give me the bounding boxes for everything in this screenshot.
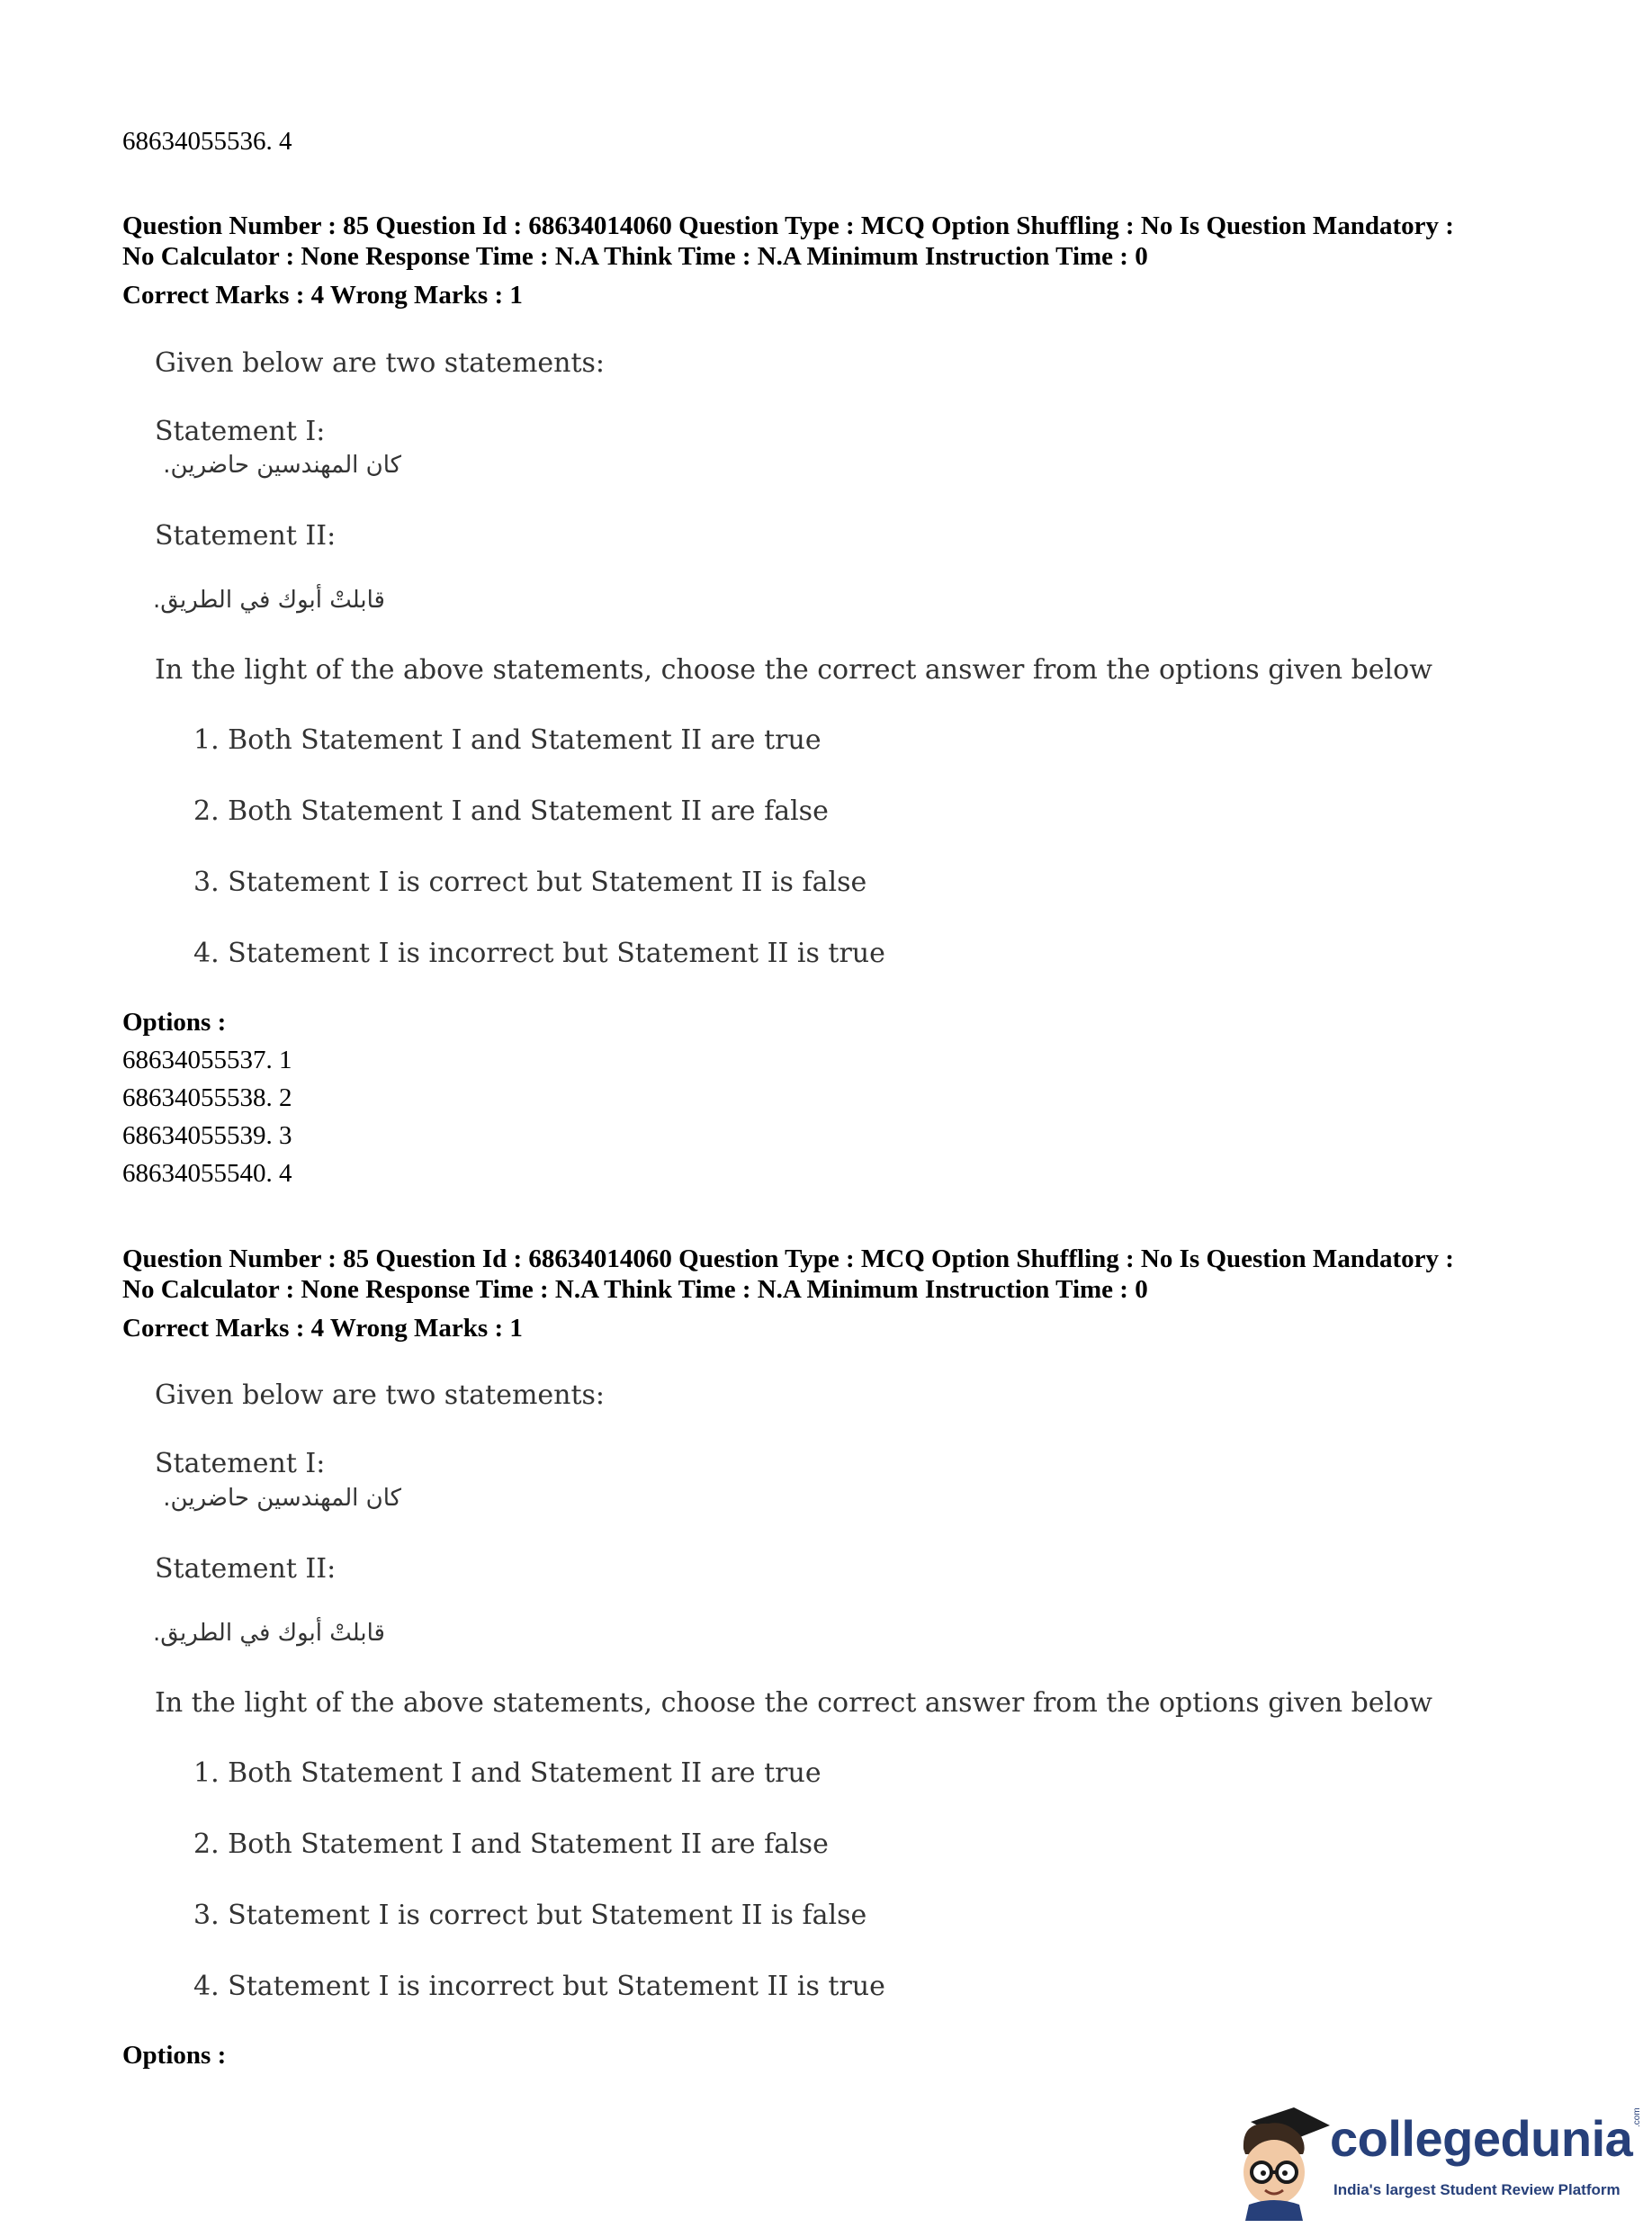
choice-1: 1. Both Statement I and Statement II are true [193, 724, 822, 756]
statement-1-arabic: كان المهندسين حاضرين. [163, 452, 401, 479]
choice-2: 2. Both Statement I and Statement II are false [193, 795, 829, 827]
question-meta-line-1: Question Number : 85 Question Id : 68634014060 Question Type : MCQ Option Shuffling : No Is Question Mandatory : [122, 211, 1454, 240]
option-id-2: 68634055538. 2 [122, 1083, 292, 1112]
question-prompt: In the light of the above statements, choose the correct answer from the options given below [155, 1687, 1432, 1719]
statement-1-label: Statement I: [155, 416, 326, 447]
choice-3: 3. Statement I is correct but Statement II is false [193, 1900, 867, 1931]
question-marks: Correct Marks : 4 Wrong Marks : 1 [122, 281, 523, 310]
logo-wordmark: collegedunia [1330, 2110, 1633, 2167]
choice-1: 1. Both Statement I and Statement II are true [193, 1757, 822, 1789]
statement-2-label: Statement II: [155, 520, 337, 552]
question-meta-line-2: No Calculator : None Response Time : N.A Think Time : N.A Minimum Instruction Time : 0 [122, 1275, 1148, 1304]
logo-tagline: India's largest Student Review Platform [1333, 2181, 1621, 2198]
statement-2-label: Statement II: [155, 1553, 337, 1585]
statement-1-arabic: كان المهندسين حاضرين. [163, 1485, 401, 1512]
options-label: Options : [122, 2041, 227, 2070]
question-prompt: In the light of the above statements, choose the correct answer from the options given below [155, 654, 1432, 686]
question-intro: Given below are two statements: [155, 347, 606, 379]
statement-1-label: Statement I: [155, 1448, 326, 1479]
student-mascot-icon [1224, 2095, 1332, 2221]
previous-answer-line: 68634055536. 4 [122, 127, 292, 156]
option-id-4: 68634055540. 4 [122, 1159, 292, 1188]
option-id-1: 68634055537. 1 [122, 1046, 292, 1074]
statement-2-arabic: قابلتْ أبوك في الطريق. [153, 587, 385, 614]
question-marks: Correct Marks : 4 Wrong Marks : 1 [122, 1314, 523, 1343]
option-id-3: 68634055539. 3 [122, 1121, 292, 1150]
choice-4: 4. Statement I is incorrect but Statement II is true [193, 938, 885, 969]
logo-suffix: .com [1632, 2107, 1642, 2127]
question-meta-line-1: Question Number : 85 Question Id : 68634014060 Question Type : MCQ Option Shuffling : No Is Question Mandatory : [122, 1244, 1454, 1273]
options-label: Options : [122, 1008, 227, 1037]
collegedunia-logo [1224, 2095, 1647, 2221]
choice-3: 3. Statement I is correct but Statement II is false [193, 867, 867, 898]
question-intro: Given below are two statements: [155, 1379, 606, 1411]
choice-4: 4. Statement I is incorrect but Statement II is true [193, 1971, 885, 2002]
choice-2: 2. Both Statement I and Statement II are false [193, 1828, 829, 1860]
question-meta-line-2: No Calculator : None Response Time : N.A Think Time : N.A Minimum Instruction Time : 0 [122, 242, 1148, 271]
statement-2-arabic: قابلتْ أبوك في الطريق. [153, 1620, 385, 1647]
